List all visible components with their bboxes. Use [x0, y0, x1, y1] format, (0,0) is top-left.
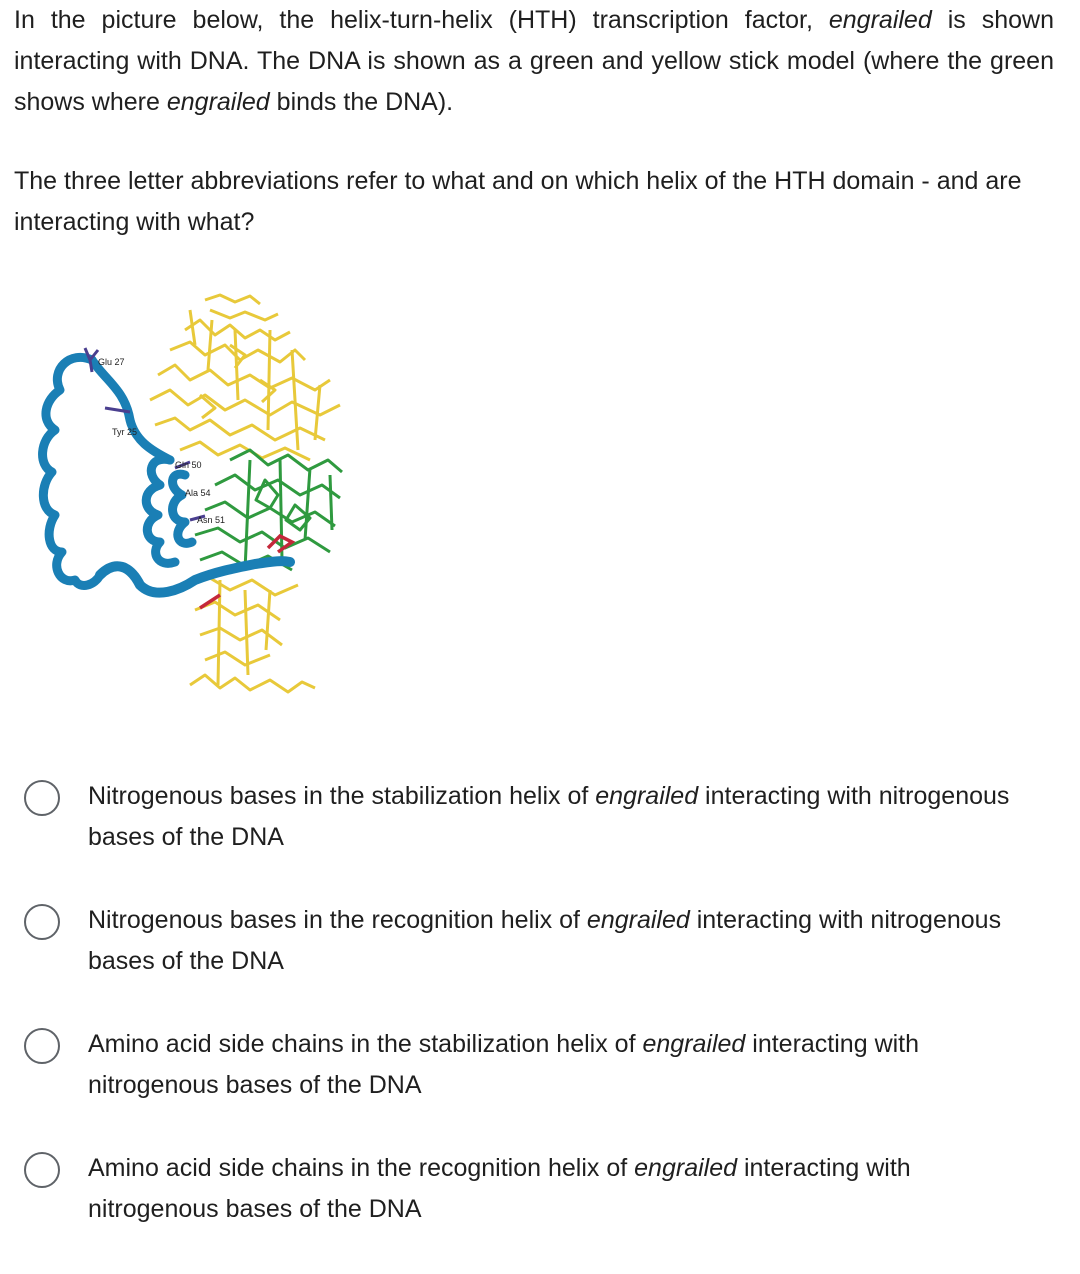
radio-button[interactable] — [24, 1152, 60, 1188]
intro-text-1: In the picture below, the helix-turn-helix (HTH) transcription factor, — [14, 6, 829, 34]
option-1[interactable] — [22, 770, 1062, 860]
option-text-after: interacting with nitrogenous bases of the DNA — [88, 1030, 920, 1099]
intro-text-3: binds the DNA). — [269, 88, 454, 116]
radio-button[interactable] — [24, 904, 60, 940]
intro-text-2: is shown interacting with DNA. The DNA is shown as a green and yellow stick model (where the green shows where — [14, 6, 1054, 116]
option-text-after: interacting with nitrogenous bases of the DNA — [88, 782, 1010, 851]
option-text-before: Amino acid side chains in the stabilization helix of — [88, 1030, 643, 1058]
question-text: The three letter abbreviations refer to what and on which helix of the HTH domain - and are interacting with what? — [14, 167, 1022, 236]
option-label — [88, 900, 1038, 982]
label-ala: Ala 54 — [185, 488, 211, 498]
label-tyr: Tyr 25 — [112, 427, 138, 437]
radio-button[interactable] — [24, 1028, 60, 1064]
intro-paragraph — [14, 0, 1054, 123]
label-gln: Gln 50 — [175, 460, 202, 470]
dna-upper-yellow — [150, 295, 340, 460]
option-3[interactable] — [22, 1018, 1062, 1108]
option-4[interactable] — [22, 1142, 1062, 1232]
protein-dna-figure — [30, 290, 360, 710]
label-glu: Glu 27 — [98, 357, 125, 367]
option-text-after: interacting with nitrogenous bases of the DNA — [88, 1154, 911, 1223]
option-text-italic: engrailed — [586, 906, 690, 934]
figure-svg — [30, 290, 360, 710]
option-text-before: Amino acid side chains in the recognition helix of — [88, 1154, 635, 1182]
dna-lower-yellow — [190, 578, 315, 692]
intro-italic-1: engrailed — [828, 6, 932, 34]
option-label — [88, 776, 1038, 858]
option-text-italic: engrailed — [634, 1154, 738, 1182]
option-text-italic: engrailed — [642, 1030, 746, 1058]
intro-italic-2: engrailed — [166, 88, 270, 116]
option-label — [88, 1148, 1038, 1230]
dna-green-binding-site — [195, 450, 342, 570]
option-label — [88, 1024, 1038, 1106]
option-text-before: Nitrogenous bases in the recognition helix of — [88, 906, 587, 934]
option-text-before: Nitrogenous bases in the stabilization helix of — [88, 782, 596, 810]
option-2[interactable] — [22, 894, 1062, 984]
option-text-italic: engrailed — [595, 782, 699, 810]
option-text-after: interacting with nitrogenous bases of the DNA — [88, 906, 1002, 975]
radio-button[interactable] — [24, 780, 60, 816]
label-asn: Asn 51 — [197, 515, 226, 525]
